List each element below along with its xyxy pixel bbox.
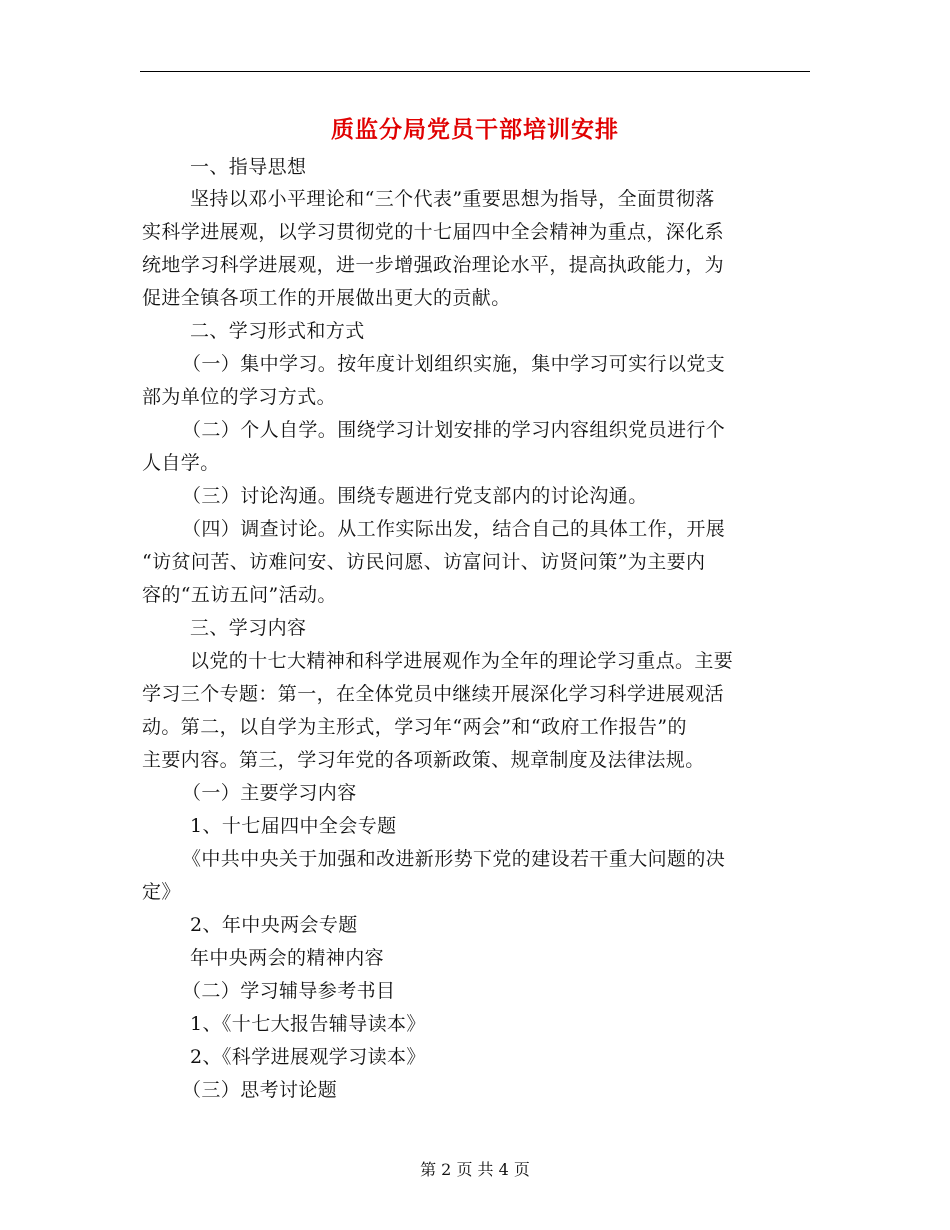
list-item: 2、年中央两会专题 xyxy=(190,914,358,936)
paragraph-line: 统地学习科学进展观，进一步增强政治理论水平，提高执政能力，为 xyxy=(142,254,725,276)
paragraph-line: 坚持以邓小平理论和“三个代表”重要思想为指导，全面贯彻落 xyxy=(190,188,715,210)
paragraph-line: 动。第二，以自学为主形式，学习年“两会”和“政府工作报告”的 xyxy=(142,716,687,738)
list-item: 1、《十七大报告辅导读本》 xyxy=(190,1013,426,1035)
header-rule xyxy=(140,71,810,72)
subsection-heading: （三）思考讨论题 xyxy=(182,1079,338,1101)
paragraph-line: “访贫问苦、访难问安、访民问愿、访富问计、访贤问策”为主要内 xyxy=(142,551,706,573)
paragraph-line: （四）调查讨论。从工作实际出发，结合自己的具体工作，开展 xyxy=(182,518,726,540)
section-heading-1: 一、指导思想 xyxy=(190,156,307,178)
paragraph-line: 人自学。 xyxy=(142,452,220,474)
subsection-heading: （二）学习辅导参考书目 xyxy=(182,980,396,1002)
paragraph-line: 《中共中央关于加强和改进新形势下党的建设若干重大问题的决 xyxy=(182,848,726,870)
paragraph-line: （三）讨论沟通。围绕专题进行党支部内的讨论沟通。 xyxy=(182,485,648,507)
section-heading-2: 二、学习形式和方式 xyxy=(190,320,365,342)
document-title: 质监分局党员干部培训安排 xyxy=(331,116,619,143)
page-number: 第 2 页 共 4 页 xyxy=(420,1160,530,1179)
list-item: 1、十七届四中全会专题 xyxy=(190,815,397,837)
list-item: 2、《科学进展观学习读本》 xyxy=(190,1046,426,1068)
paragraph-line: 定》 xyxy=(142,881,181,903)
subsection-heading: （一）主要学习内容 xyxy=(182,782,357,804)
paragraph-line: 促进全镇各项工作的开展做出更大的贡献。 xyxy=(142,287,511,309)
paragraph-line: 学习三个专题：第一，在全体党员中继续开展深化学习科学进展观活 xyxy=(142,683,725,705)
paragraph-line: 主要内容。第三，学习年党的各项新政策、规章制度及法律法规。 xyxy=(142,749,705,771)
paragraph-line: 年中央两会的精神内容 xyxy=(190,947,385,969)
paragraph-line: 实科学进展观，以学习贯彻党的十七届四中全会精神为重点，深化系 xyxy=(142,221,725,243)
paragraph-line: （一）集中学习。按年度计划组织实施，集中学习可实行以党支 xyxy=(182,353,726,375)
paragraph-line: 部为单位的学习方式。 xyxy=(142,386,337,408)
paragraph-line: 容的“五访五问”活动。 xyxy=(142,584,337,606)
paragraph-line: （二）个人自学。围绕学习计划安排的学习内容组织党员进行个 xyxy=(182,419,726,441)
section-heading-3: 三、学习内容 xyxy=(190,617,307,639)
paragraph-line: 以党的十七大精神和科学进展观作为全年的理论学习重点。主要 xyxy=(190,650,734,672)
